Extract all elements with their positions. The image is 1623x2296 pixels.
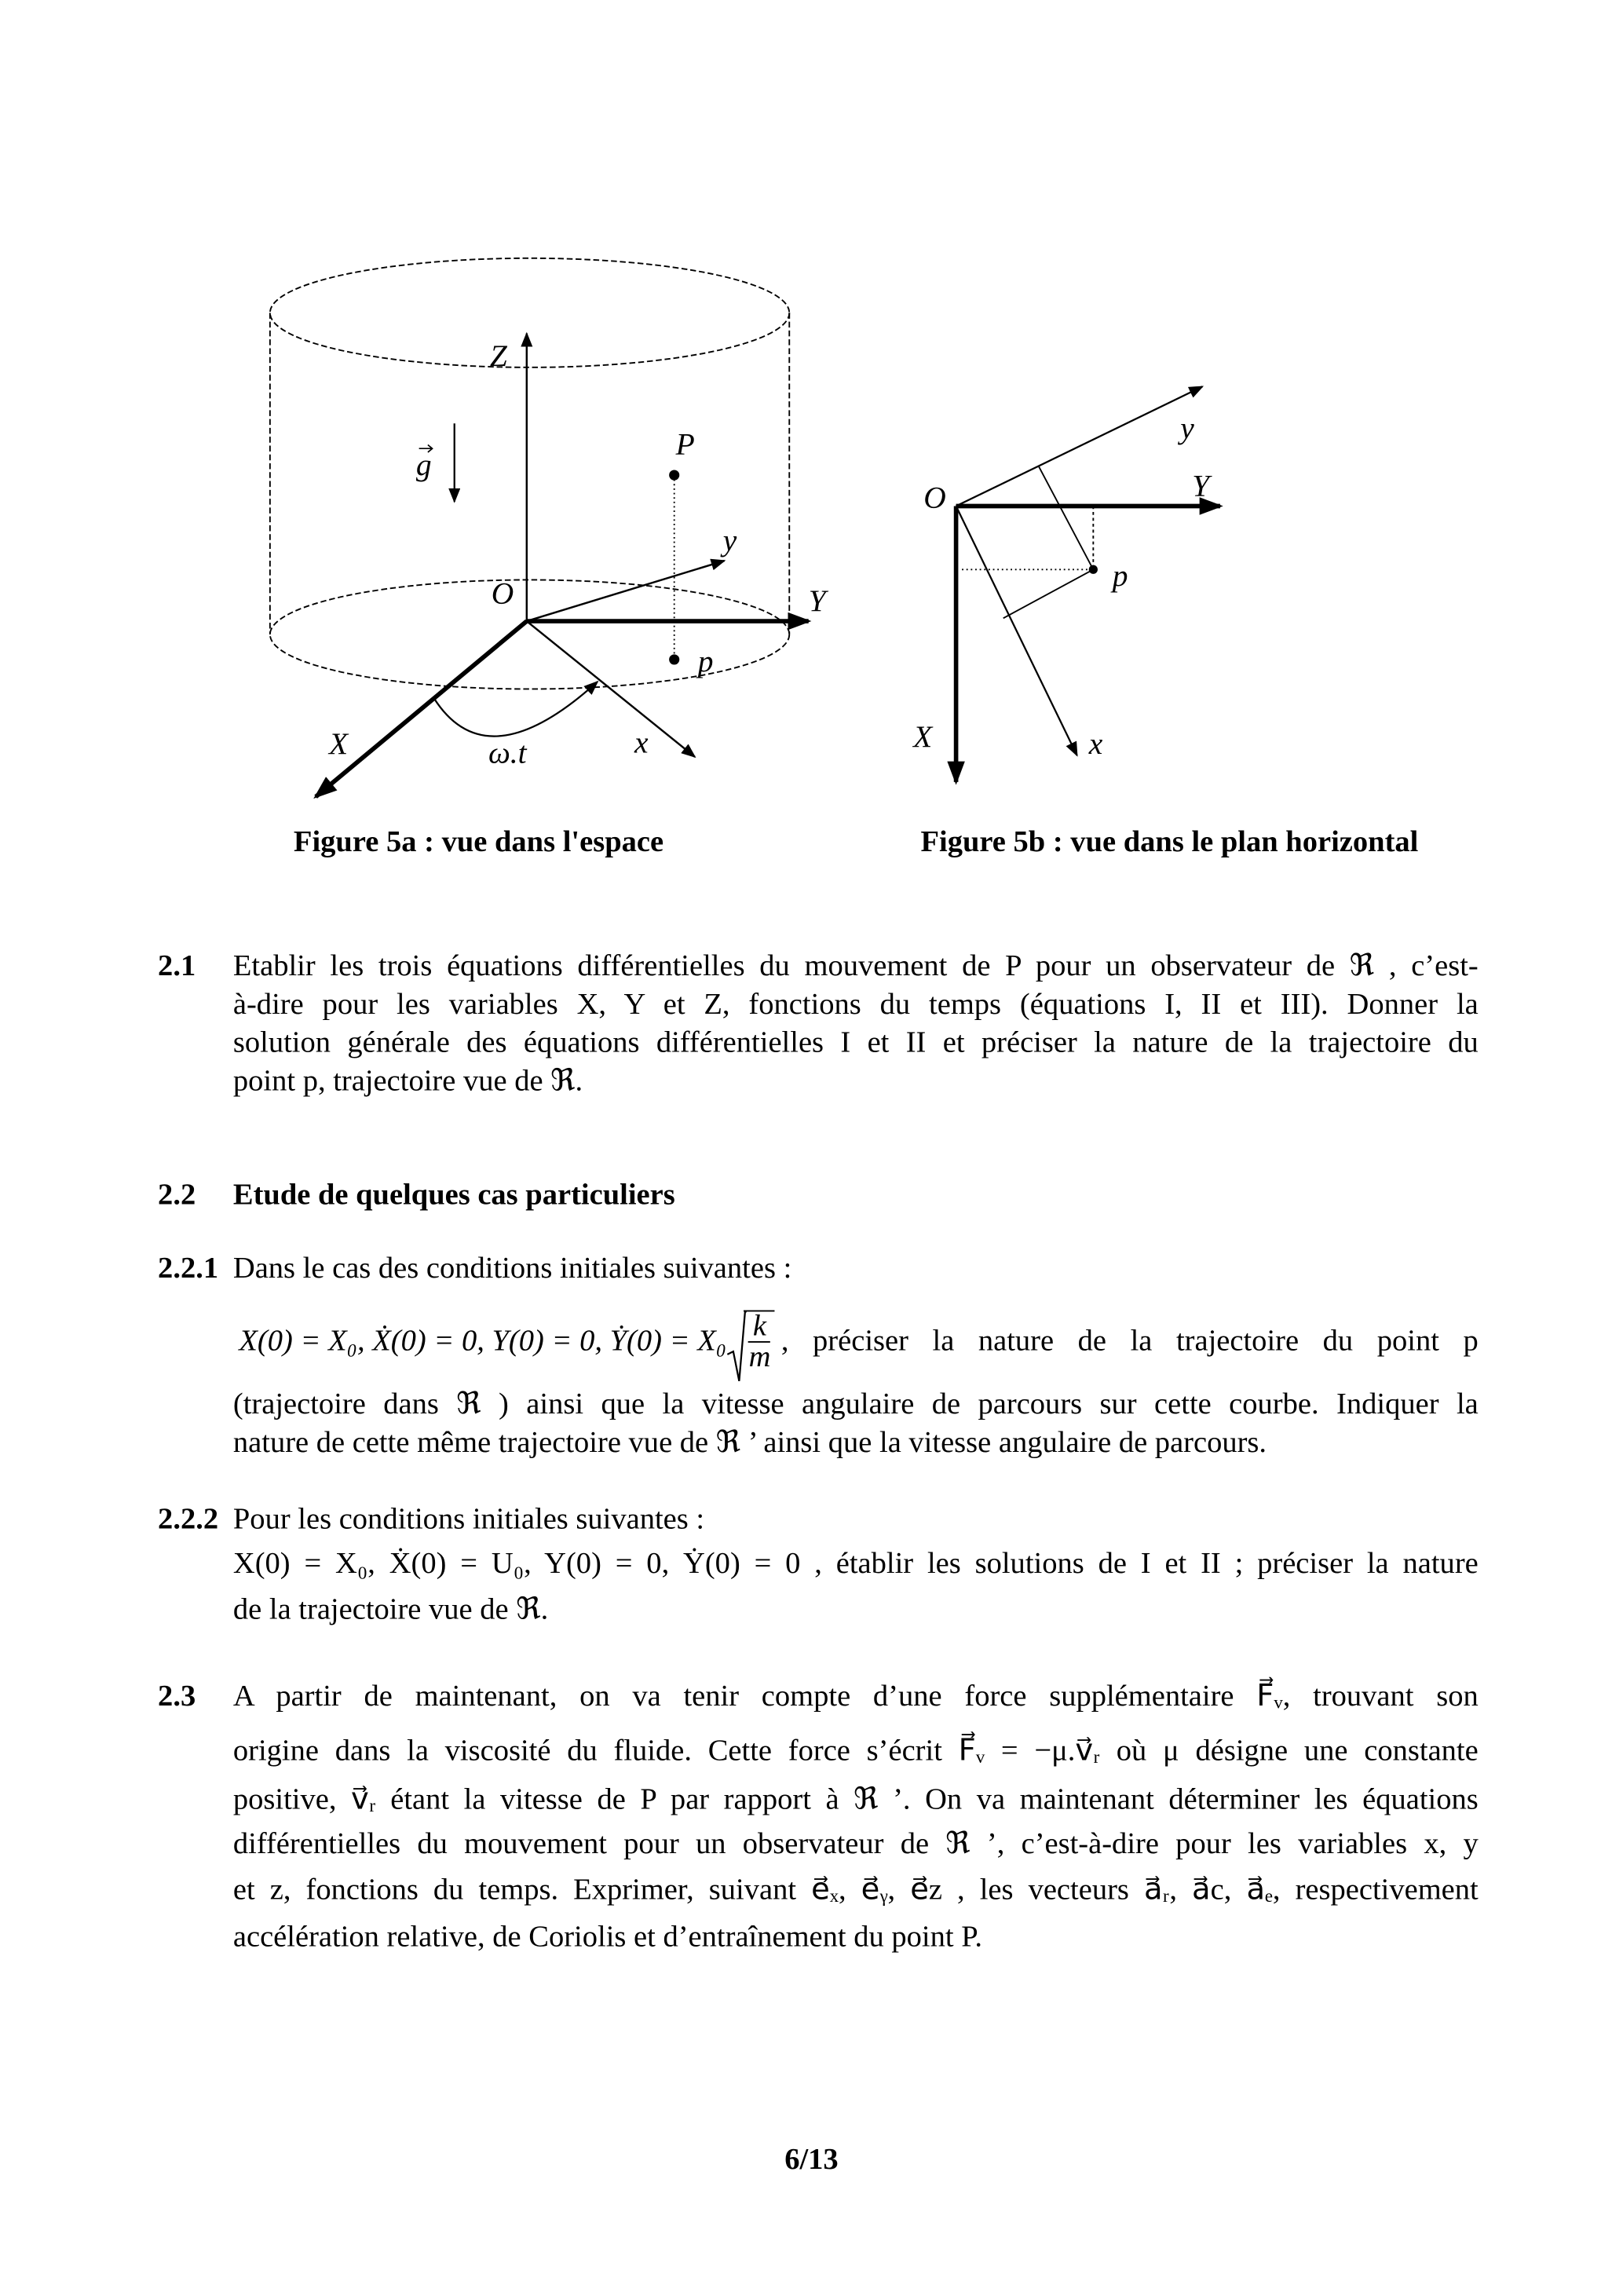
label-b-X: X	[913, 718, 933, 754]
text-line: Etablir les trois équations différentielles du mouvement de P pour un observateur de ℜ , c’est-	[232, 950, 1479, 983]
text-line: et z, fonctions du temps. Exprimer, suivant e⃗ₓ, e⃗ᵧ, e⃗z , les vecteurs a⃗ᵣ, a⃗c, a⃗ₑ, respectivement	[232, 1874, 1479, 1907]
section-number: 2.2.1	[158, 1252, 219, 1285]
label-Z: Z	[489, 338, 507, 373]
angle-arc	[433, 682, 598, 737]
section-number: 2.1	[158, 950, 196, 983]
text-line: origine dans la viscosité du fluide. Cette force s’écrit F⃗ᵥ = −μ.v⃗ᵣ où μ désigne une constante	[232, 1735, 1479, 1768]
fraction-denominator: m	[748, 1341, 771, 1374]
figure-5b	[912, 386, 1220, 782]
page-number: 6/13	[784, 2144, 839, 2177]
text-line: solution générale des équations différentielles I et II et préciser la nature de la trajectoire du	[232, 1026, 1479, 1060]
diagram-shape	[270, 258, 789, 367]
section-number: 2.3	[158, 1680, 196, 1713]
text-line: à-dire pour les variables X, Y et Z, fonctions du temps (équations I, II et III). Donner la	[232, 988, 1479, 1022]
text-line: de la trajectoire vue de ℜ.	[232, 1593, 549, 1626]
equation-text: X(0) = X₀, Ẋ(0) = 0, Y(0) = 0, Ẏ(0) = X₀	[239, 1324, 727, 1357]
text-line: Pour les conditions initiales suivantes :	[232, 1503, 705, 1537]
label-X: X	[329, 726, 349, 762]
label-O: O	[491, 576, 514, 611]
diagram-shape	[728, 1311, 747, 1380]
text-line: nature de cette même trajectoire vue de ℜ ’ ainsi que la vitesse angulaire de parcours.	[232, 1426, 1267, 1460]
initial-conditions-equation	[239, 1304, 1478, 1378]
text-line: (trajectoire dans ℜ ) ainsi que la vitesse angulaire de parcours sur cette courbe. Indiquer la	[232, 1388, 1479, 1421]
figure-5a	[0, 0, 1623, 826]
text-line: Dans le cas des conditions initiales suivantes :	[232, 1252, 792, 1285]
diagram-line	[956, 506, 1077, 755]
label-y: y	[722, 522, 737, 558]
label-x: x	[634, 725, 649, 760]
label-b-x: x	[1088, 726, 1103, 762]
point-P	[669, 470, 679, 480]
X-axis	[316, 621, 527, 797]
label-p: p	[697, 643, 714, 678]
section-title: Etude de quelques cas particuliers	[232, 1179, 675, 1212]
text-line: A partir de maintenant, on va tenir compte d’une force supplémentaire F⃗ᵥ, trouvant son	[232, 1680, 1479, 1713]
point-p	[669, 654, 679, 664]
label-b-O: O	[923, 480, 946, 515]
text-line: différentielles du mouvement pour un observateur de ℜ ’, c’est-à-dire pour les variables x, y	[232, 1828, 1479, 1861]
label-b-p: p	[1112, 558, 1128, 593]
text-line: , préciser la nature de la trajectoire du point p	[780, 1324, 1479, 1357]
figure-5b-caption: Figure 5b : vue dans le plan horizontal	[920, 826, 1419, 859]
section-number: 2.2	[158, 1179, 196, 1212]
diagram-line	[1039, 466, 1094, 570]
diagram-line	[1003, 569, 1094, 618]
fraction-numerator: k	[748, 1311, 770, 1342]
label-b-Y: Y	[1192, 468, 1210, 503]
section-number: 2.2.2	[158, 1503, 219, 1537]
label-omega-t: ω.t	[488, 735, 527, 770]
text-line: accélération relative, de Coriolis et d’entraînement du point P.	[232, 1921, 983, 1954]
text-line: point p, trajectoire vue de ℜ.	[232, 1065, 583, 1098]
label-b-y: y	[1180, 411, 1194, 446]
label-Y: Y	[808, 583, 826, 618]
y-axis	[527, 561, 725, 621]
text-line: X(0) = X₀, Ẋ(0) = U₀, Y(0) = 0, Ẏ(0) = 0 , établir les solutions de I et II ; préciser la nature	[232, 1548, 1479, 1581]
diagram-line	[956, 386, 1203, 506]
sqrt-k-over-m	[726, 1311, 775, 1373]
label-P: P	[675, 426, 695, 462]
figure-5a-caption: Figure 5a : vue dans l'espace	[293, 826, 664, 859]
text-line: positive, v⃗ᵣ étant la vitesse de P par rapport à ℜ ’. On va maintenant déterminer les équations	[232, 1783, 1479, 1817]
label-g: g	[415, 448, 432, 483]
diagram-shape	[1089, 565, 1098, 574]
